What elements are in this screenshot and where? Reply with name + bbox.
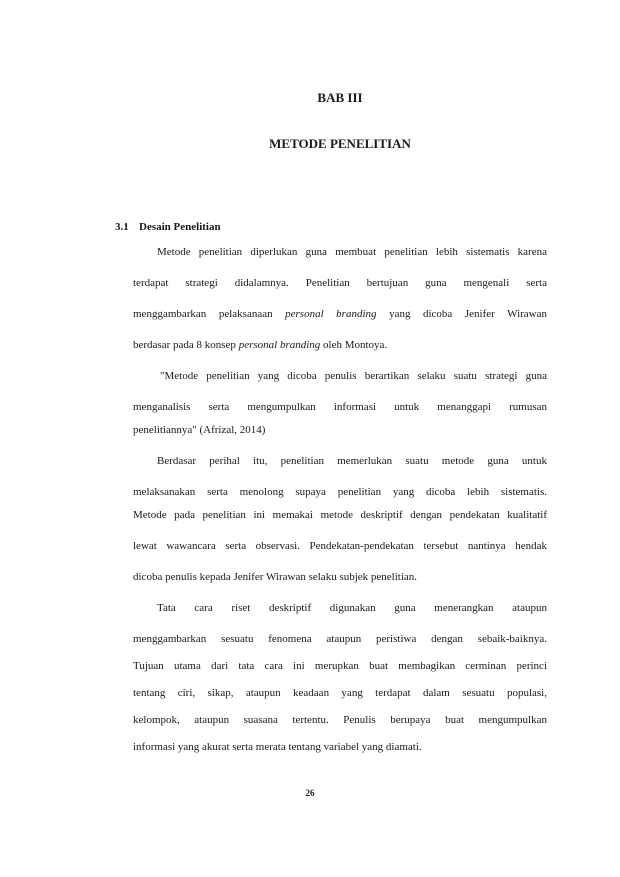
- chapter-title: METODE PENELITIAN: [269, 136, 411, 151]
- paragraph-line: tentang ciri, sikap, ataupun keadaan yang terdapat dalam sesuatu populasi,: [133, 687, 547, 699]
- paragraph-line: kelompok, ataupun suasana tertentu. Penulis berupaya buat mengumpulkan: [133, 714, 547, 726]
- chapter-heading: BAB III: [317, 90, 363, 105]
- paragraph-line: berdasar pada 8 konsep personal branding oleh Montoya.: [133, 339, 388, 351]
- section-number: 3.1: [115, 221, 129, 233]
- quote-line: "Metode penelitian yang dicoba penulis berartikan selaku suatu strategi guna: [160, 370, 547, 382]
- paragraph-line: dicoba penulis kepada Jenifer Wirawan selaku subjek penelitian.: [133, 571, 418, 583]
- italic-term: personal branding: [285, 308, 377, 320]
- paragraph-line: melaksanakan serta menolong supaya penelitian yang dicoba lebih sistematis.: [133, 486, 547, 498]
- paragraph-line: Tujuan utama dari tata cara ini merupkan buat membagikan cerminan perinci: [133, 660, 547, 672]
- section-title: Desain Penelitian: [139, 221, 221, 233]
- paragraph-line: Metode pada penelitian ini memakai metode deskriptif dengan pendekatan kualitatif: [133, 509, 547, 521]
- paragraph-line: informasi yang akurat serta merata tentang variabel yang diamati.: [133, 741, 422, 753]
- paragraph-line: Berdasar perihal itu, penelitian memerlukan suatu metode guna untuk: [157, 455, 547, 467]
- paragraph-line: menggambarkan sesuatu fenomena ataupun peristiwa dengan sebaik-baiknya.: [133, 633, 547, 645]
- page-number: 26: [305, 788, 315, 798]
- paragraph-line: Tata cara riset deskriptif digunakan guna menerangkan ataupun: [157, 602, 547, 614]
- paragraph-line: menggambarkan pelaksanaan personal branding yang dicoba Jenifer Wirawan: [133, 308, 547, 320]
- italic-term: personal branding: [238, 339, 321, 351]
- quote-line: menganalisis serta mengumpulkan informasi untuk menanggapi rumusan: [133, 401, 547, 413]
- paragraph-line: lewat wawancara serta observasi. Pendekatan-pendekatan tersebut nantinya hendak: [133, 540, 547, 552]
- section-heading: [115, 221, 221, 233]
- quote-line: penelitiannya" (Afrizal, 2014): [133, 424, 266, 436]
- paragraph-line: terdapat strategi didalamnya. Penelitian bertujuan guna mengenali serta: [133, 277, 547, 289]
- paragraph-line: Metode penelitian diperlukan guna membuat penelitian lebih sistematis karena: [157, 246, 547, 258]
